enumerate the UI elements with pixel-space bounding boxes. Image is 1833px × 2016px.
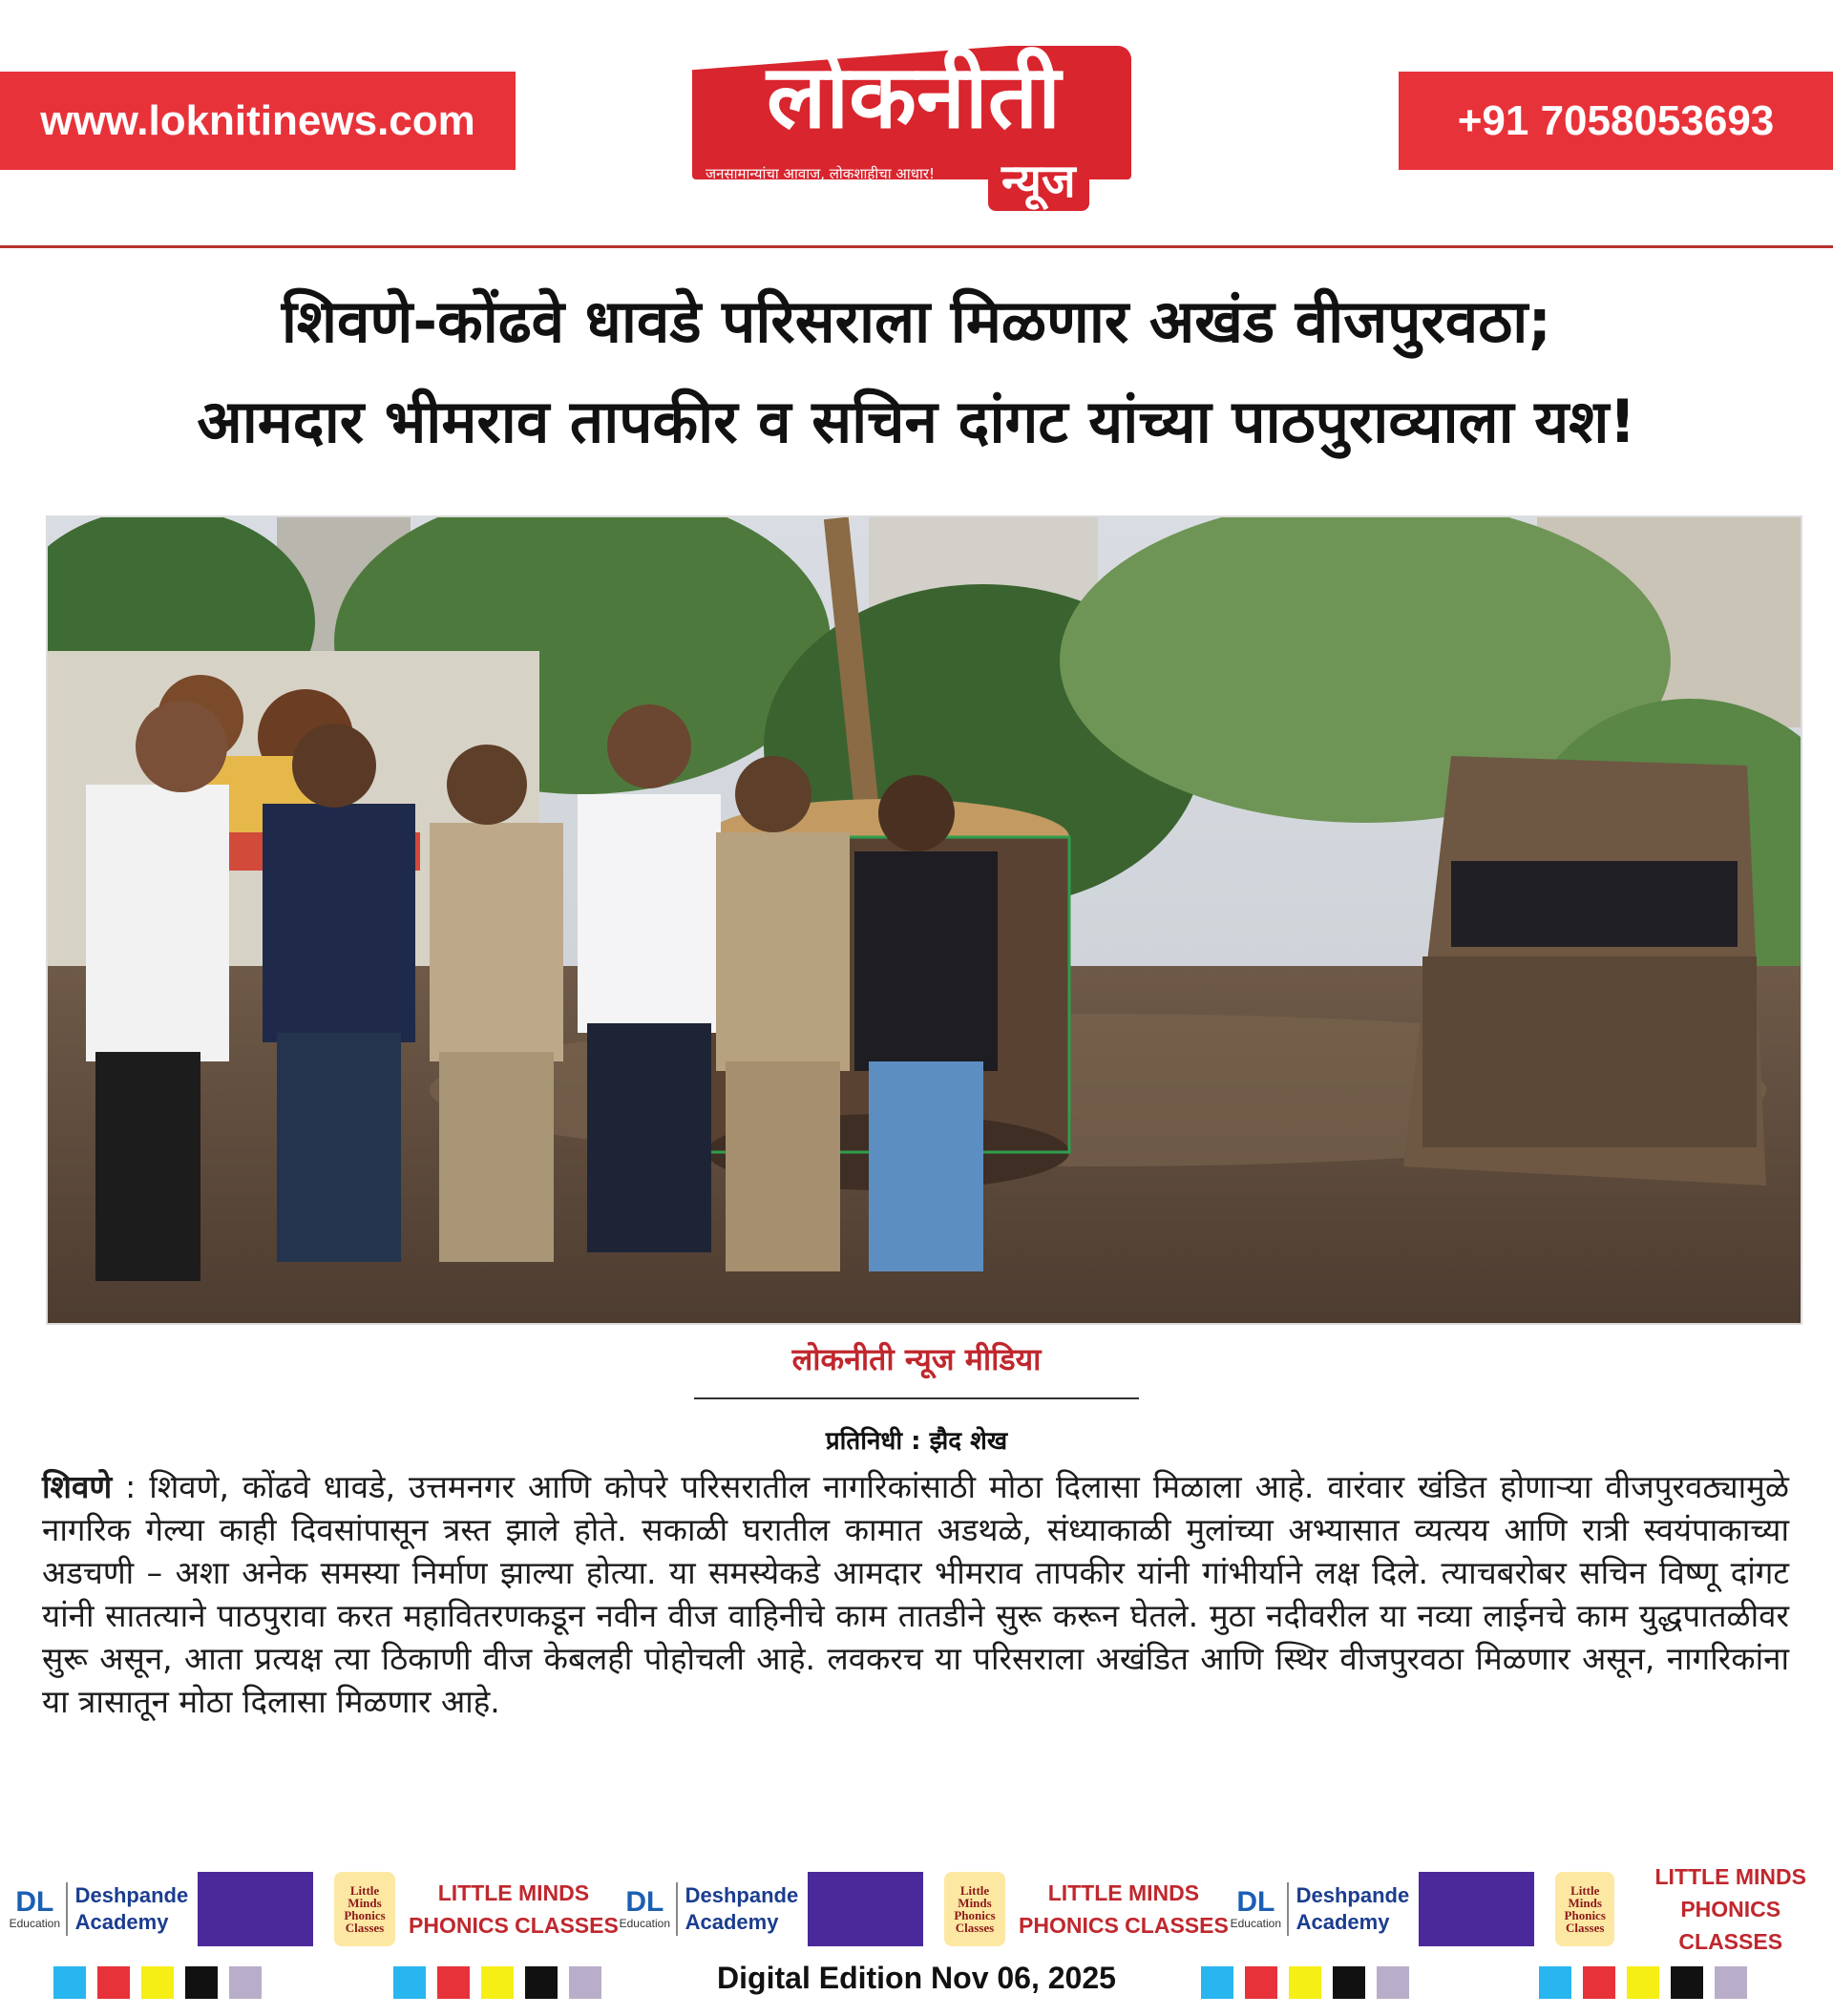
headline-line-1: शिवणे-कोंढवे धावडे परिसराला मिळणार अखंड वीजपुरवठा;	[281, 286, 1552, 356]
swatch-black	[525, 1966, 558, 1999]
website-url-banner[interactable]: www.loknitinews.com	[0, 72, 516, 170]
little-minds-ad[interactable]	[334, 1872, 619, 1946]
dl-logo-text: DL	[15, 1886, 54, 1918]
swatch-cyan	[1201, 1966, 1233, 1999]
color-swatch-group-right	[1539, 1966, 1747, 1999]
color-swatch-group-center-right	[1201, 1966, 1409, 1999]
dl-logo-text: DL	[625, 1886, 664, 1918]
news-photo	[46, 515, 1802, 1325]
reporter-byline: प्रतिनिधी : झैद शेख	[825, 1427, 1008, 1456]
deshpande-name-line-1: Deshpande	[1296, 1883, 1410, 1907]
deshpande-academy-ad[interactable]	[618, 1871, 923, 1947]
swatch-lilac	[569, 1966, 601, 1999]
article-dateline: शिवणे	[42, 1468, 113, 1505]
deshpande-name-line-2: Academy	[1296, 1910, 1390, 1934]
swatch-cyan	[393, 1966, 426, 1999]
news-photo-illustration	[48, 517, 1801, 1323]
deshpande-academy-name	[676, 1882, 799, 1936]
lm-badge-line-1: Little	[959, 1883, 990, 1898]
lm-name-line-1: LITTLE MINDS	[437, 1880, 590, 1905]
lm-badge-line-4: Classes	[955, 1921, 995, 1935]
headline-line-2: आमदार भीमराव तापकीर व सचिन दांगट यांच्या पाठपुराव्याला यश!	[197, 387, 1636, 456]
lm-badge-line-4: Classes	[345, 1921, 385, 1935]
ad-strip-3	[1229, 1866, 1833, 1952]
swatch-yellow	[1627, 1966, 1659, 1999]
header-divider	[0, 245, 1833, 248]
dl-education-logo-icon	[618, 1875, 672, 1943]
lm-badge-line-2: Minds	[1568, 1896, 1602, 1910]
deshpande-ad-banner	[808, 1872, 923, 1946]
lm-badge-line-3: Phonics	[1564, 1908, 1606, 1922]
logo-title: लोकनीती	[766, 46, 1062, 148]
lm-name-line-2: PHONICS CLASSES	[1678, 1897, 1783, 1954]
ad-strip-2	[618, 1866, 1229, 1952]
lm-badge-line-3: Phonics	[344, 1908, 386, 1922]
lm-name-line-1: LITTLE MINDS	[1654, 1864, 1806, 1889]
deshpande-name-line-2: Academy	[74, 1910, 169, 1934]
dl-logo-subtext: Education	[9, 1917, 60, 1930]
deshpande-name-line-1: Deshpande	[685, 1883, 799, 1907]
lm-badge-line-2: Minds	[958, 1896, 992, 1910]
dl-education-logo-icon	[8, 1875, 62, 1943]
little-minds-ad[interactable]	[944, 1872, 1229, 1946]
little-minds-logo-icon	[334, 1872, 395, 1946]
dl-logo-text: DL	[1236, 1886, 1275, 1918]
loknitinews-logo	[692, 36, 1131, 208]
article-body-text: : शिवणे, कोंढवे धावडे, उत्तमनगर आणि कोपरे परिसरातील नागरिकांसाठी मोठा दिलासा मिळाला आहे. वारंवार खंडित होणाऱ्या वीजपुरवठ्यामुळे नागरिक गेल्या काही दिवसांपासून त्रस्त झाले होते. सकाळी घरातील कामात अडथळे, संध्याकाळी मुलांच्या अभ्यासात व्यत्यय आणि रात्री स्वयंपाकाच्या अडचणी – अशा अनेक समस्या निर्माण झाल्या होत्या. या समस्येकडे आमदार भीमराव तापकीर यांनी गांभीर्याने लक्ष दिले. त्याचबरोबर सचिन विष्णू दांगट यांनी सातत्याने पाठपुरावा करत महावितरणकडून नवीन वीज वाहिनीचे काम तातडीने सुरू करून घेतले. मुठा नदीवरील या नव्या लाईनचे काम युद्धपातळीवर सुरू असून, आता प्रत्यक्ष त्या ठिकाणी वीज केबलही पोहोचली आहे. लवकरच या परिसराला अखंडित आणि स्थिर वीजपुरवठा मिळणार असून, नागरिकांना या त्रासातून मोठा दिलासा मिळणार आहे.	[42, 1468, 1789, 1720]
swatch-yellow	[1289, 1966, 1321, 1999]
lm-name-line-1: LITTLE MINDS	[1047, 1880, 1200, 1905]
dl-logo-subtext: Education	[1230, 1917, 1281, 1930]
deshpande-academy-ad[interactable]	[8, 1871, 313, 1947]
lm-badge-line-1: Little	[349, 1883, 380, 1898]
swatch-red	[437, 1966, 470, 1999]
deshpande-ad-banner	[1419, 1872, 1534, 1946]
deshpande-academy-name	[66, 1882, 189, 1936]
lm-name-line-2: PHONICS CLASSES	[409, 1913, 619, 1938]
swatch-cyan	[53, 1966, 86, 1999]
deshpande-name-line-2: Academy	[685, 1910, 779, 1934]
color-swatch-group-center-left	[393, 1966, 601, 1999]
swatch-yellow	[481, 1966, 514, 1999]
lm-badge-line-4: Classes	[1566, 1921, 1605, 1935]
lm-badge-line-1: Little	[1570, 1883, 1600, 1898]
lm-badge-line-2: Minds	[348, 1896, 382, 1910]
swatch-yellow	[141, 1966, 174, 1999]
little-minds-name	[1628, 1860, 1833, 1958]
ad-strip-1	[8, 1866, 619, 1952]
little-minds-ad[interactable]	[1555, 1860, 1833, 1958]
little-minds-name	[409, 1877, 619, 1942]
swatch-red	[97, 1966, 130, 1999]
swatch-black	[1333, 1966, 1365, 1999]
swatch-cyan	[1539, 1966, 1571, 1999]
swatch-red	[1583, 1966, 1615, 1999]
color-swatch-group-left	[53, 1966, 262, 1999]
photo-credit: लोकनीती न्यूज मीडिया	[791, 1341, 1042, 1377]
little-minds-logo-icon	[1555, 1872, 1614, 1946]
lm-badge-line-3: Phonics	[954, 1908, 996, 1922]
deshpande-ad-banner	[198, 1872, 313, 1946]
swatch-red	[1245, 1966, 1277, 1999]
lm-name-line-2: PHONICS CLASSES	[1019, 1913, 1229, 1938]
deshpande-academy-name	[1287, 1882, 1410, 1936]
logo-subtitle: न्यूज	[988, 149, 1089, 211]
swatch-lilac	[229, 1966, 262, 1999]
phone-number-banner[interactable]: +91 7058053693	[1399, 72, 1833, 170]
dl-education-logo-icon	[1229, 1875, 1283, 1943]
dl-logo-subtext: Education	[619, 1917, 670, 1930]
logo-tagline: जनसामान्यांचा आवाज, लोकशाहीचा आधार!	[706, 165, 936, 182]
swatch-lilac	[1715, 1966, 1747, 1999]
swatch-black	[185, 1966, 218, 1999]
little-minds-logo-icon	[944, 1872, 1005, 1946]
deshpande-academy-ad[interactable]	[1229, 1871, 1534, 1947]
swatch-black	[1671, 1966, 1703, 1999]
article-body	[42, 1465, 1789, 1723]
little-minds-name	[1019, 1877, 1229, 1942]
deshpande-name-line-1: Deshpande	[74, 1883, 189, 1907]
swatch-lilac	[1377, 1966, 1409, 1999]
credit-divider	[694, 1397, 1139, 1399]
digital-edition-date: Digital Edition Nov 06, 2025	[717, 1961, 1116, 1995]
